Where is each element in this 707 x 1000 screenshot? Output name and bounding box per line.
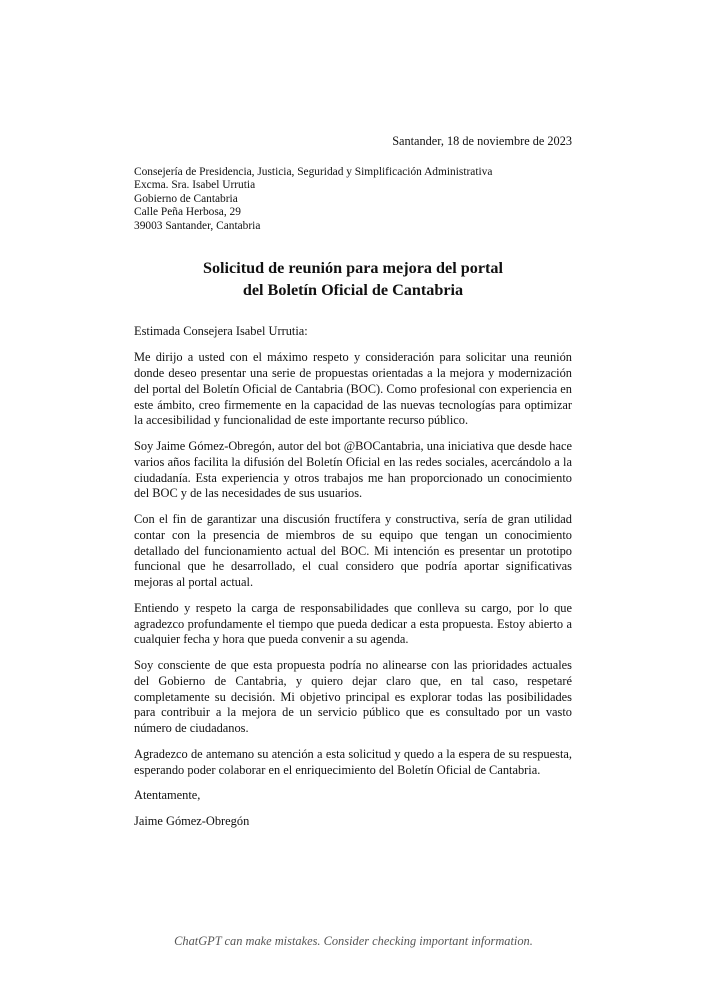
letter-date: Santander, 18 de noviembre de 2023 [392, 134, 572, 148]
recipient-organization: Gobierno de Cantabria [134, 192, 238, 205]
recipient-department: Consejería de Presidencia, Justicia, Seguridad y Simplificación Administrativa [134, 165, 493, 178]
letter-page [134, 134, 572, 830]
disclaimer-footer: ChatGPT can make mistakes. Consider checking important information. [174, 934, 533, 948]
body-paragraph-2: Soy Jaime Gómez-Obregón, autor del bot @BOCantabria, una iniciativa que desde hace varios años facilita la difusión del Boletín Oficial en las redes sociales, acercándolo a la ciudadanía. Esta experiencia y otros trabajos me han proporcionado un conocimiento del BOC y de las necesidades de sus usuarios. [134, 439, 572, 501]
letter-title [134, 257, 572, 301]
body-paragraph-3: Con el fin de garantizar una discusión fructífera y constructiva, sería de gran utilidad contar con la presencia de miembros de su equipo que tengan un conocimiento detallado del funcionamiento actual del BOC. Mi intención es presentar un prototipo funcional que he desarrollado, el cual considero que podría aportar significativas mejoras al portal actual. [134, 512, 572, 590]
body-paragraph-5: Soy consciente de que esta propuesta podría no alinearse con las prioridades actuales del Gobierno de Cantabria, y quiero dejar claro que, en tal caso, respetaré completamente su decisión. Mi objetivo principal es explorar todas las posibilidades para contribuir a la mejora de un servicio público que es consultado por un vasto número de ciudadanos. [134, 658, 572, 736]
letter-title-line-1: Solicitud de reunión para mejora del portal [202, 259, 504, 278]
body-paragraph-4: Entiendo y respeto la carga de responsabilidades que conlleva su cargo, por lo que agradezco profundamente el tiempo que pueda dedicar a esta propuesta. Estoy abierto a cualquier fecha y hora que pueda convenir a su agenda. [134, 600, 572, 647]
body-paragraph-6: Agradezco de antemano su atención a esta solicitud y quedo a la espera de su respuesta, esperando poder colaborar en el enriquecimiento del Boletín Oficial de Cantabria. [134, 746, 572, 777]
recipient-name: Excma. Sra. Isabel Urrutia [134, 179, 256, 192]
salutation: Estimada Consejera Isabel Urrutia: [134, 324, 308, 339]
letter-title-line-2: del Boletín Oficial de Cantabria [242, 281, 464, 300]
recipient-address-block [134, 166, 572, 234]
recipient-city: 39003 Santander, Cantabria [134, 219, 261, 232]
body-paragraph-1: Me dirijo a usted con el máximo respeto y consideración para solicitar una reunión donde deseo presentar una serie de propuestas orientadas a la mejora y modernización del portal del Boletín Oficial de Cantabria (BOC). Como profesional con experiencia en este ámbito, creo firmemente en la capacidad de las nuevas tecnologías para optimizar la accesibilidad y funcionalidad de este importante recurso público. [134, 350, 572, 428]
signature: Jaime Gómez-Obregón [134, 814, 250, 829]
closing: Atentamente, [134, 788, 201, 803]
recipient-street: Calle Peña Herbosa, 29 [134, 206, 241, 219]
